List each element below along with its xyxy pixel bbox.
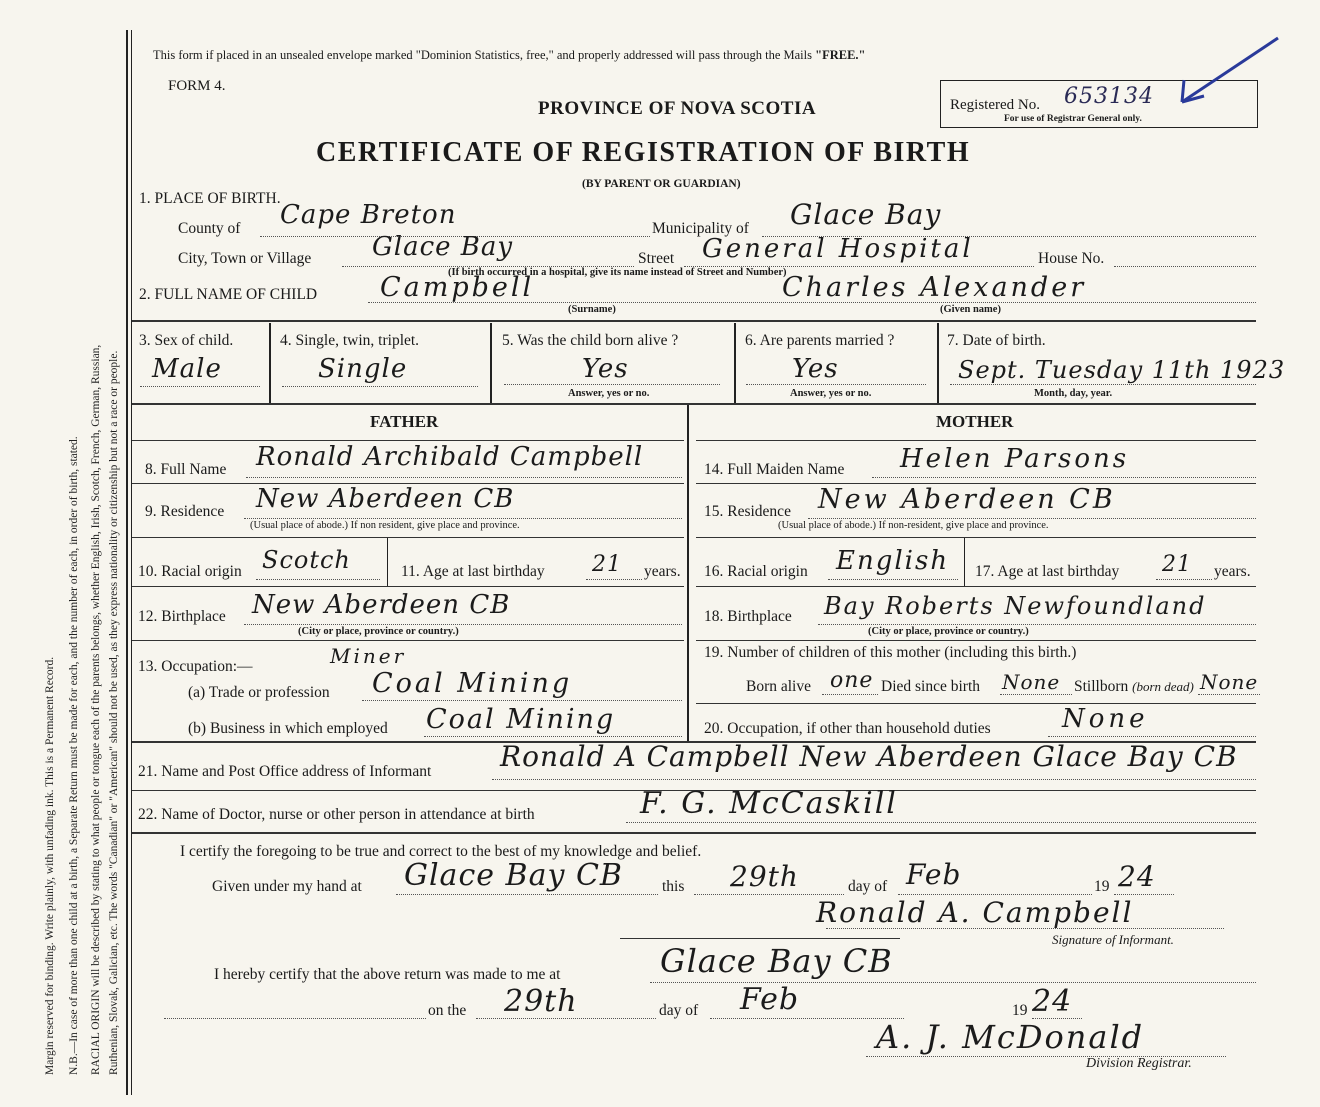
father-name-label: 8. Full Name <box>145 461 227 478</box>
mother-residence-value: New Aberdeen CB <box>818 484 1116 515</box>
city-label: City, Town or Village <box>178 250 312 267</box>
born-alive-value: Yes <box>582 354 629 384</box>
registrar-day-value: 29th <box>504 984 578 1019</box>
children-count-label: 19. Number of children of this mother (including this birth.) <box>704 644 1077 661</box>
mother-residence-label: 15. Residence <box>704 503 791 520</box>
surname-note: (Surname) <box>568 304 616 315</box>
child-surname-value: Campbell <box>380 272 535 303</box>
stillborn-label: Stillborn (born dead) <box>1074 678 1194 695</box>
child-name-label: 2. FULL NAME OF CHILD <box>139 286 318 303</box>
municipality-value: Glace Bay <box>790 198 942 231</box>
stillborn-value: None <box>1200 670 1259 694</box>
side-note-nb: N.B.—In case of more than one child at a birth, a Separate Return must be made for each, and the number of each, in order of birth, stated. <box>68 436 80 1075</box>
father-birthplace-value: New Aberdeen CB <box>252 590 511 620</box>
informant-signature-label: Signature of Informant. <box>1052 932 1174 947</box>
certificate-title: CERTIFICATE OF REGISTRATION OF BIRTH <box>316 137 971 168</box>
father-age-value: 21 <box>592 552 622 577</box>
child-given-name-value: Charles Alexander <box>782 272 1087 303</box>
father-racial-origin-value: Scotch <box>262 546 351 574</box>
street-value: General Hospital <box>702 234 974 264</box>
informant-label: 21. Name and Post Office address of Informant <box>138 763 432 780</box>
side-note-binding: Margin reserved for binding. Write plainly, with unfading ink. This is a Permanent Record. <box>44 656 56 1075</box>
mother-name-label: 14. Full Maiden Name <box>704 461 845 478</box>
sex-value: Male <box>152 354 222 384</box>
sex-label: 3. Sex of child. <box>139 332 234 349</box>
given-month-value: Feb <box>906 858 962 891</box>
given-year-prefix: 19 <box>1094 878 1110 895</box>
date-of-birth-label: 7. Date of birth. <box>947 332 1046 349</box>
father-occupation-value: Miner <box>330 644 407 668</box>
province-heading: PROVINCE OF NOVA SCOTIA <box>538 98 817 119</box>
street-label: Street <box>638 250 675 267</box>
given-day-of-label: day of <box>848 878 888 895</box>
given-name-note: (Given name) <box>940 304 1001 315</box>
died-since-birth-label: Died since birth <box>881 678 981 695</box>
mother-years-label: years. <box>1214 563 1251 580</box>
doctor-label: 22. Name of Doctor, nurse or other person in attendance at birth <box>138 806 535 823</box>
registrar-year-prefix: 19 <box>1012 1002 1028 1019</box>
house-number-label: House No. <box>1038 250 1105 267</box>
trade-value: Coal Mining <box>372 668 573 699</box>
hospital-note: (If birth occurred in a hospital, give its name instead of Street and Number) <box>448 267 787 278</box>
died-since-birth-value: None <box>1002 670 1061 694</box>
father-birthplace-note: (City or place, province or country.) <box>298 626 459 637</box>
mother-birthplace-note: (City or place, province or country.) <box>868 626 1029 637</box>
city-value: Glace Bay <box>372 232 514 262</box>
county-label: County of <box>178 220 241 237</box>
side-note-racial-2: Ruthenian, Slovak, Galician, etc. The words "Canadian" or "American" should not be used, as they express nationality or citizenship but not a race or people. <box>108 350 120 1075</box>
mother-birthplace-label: 18. Birthplace <box>704 608 792 625</box>
registrar-signature-label: Division Registrar. <box>1086 1056 1192 1071</box>
father-residence-note: (Usual place of abode.) If non resident, give place and province. <box>250 520 520 531</box>
born-alive-count-label: Born alive <box>746 678 811 695</box>
informant-signature: Ronald A. Campbell <box>816 896 1134 929</box>
this-label: this <box>662 878 685 895</box>
margin-rule-inner <box>131 30 132 1095</box>
registrar-year-value: 24 <box>1032 984 1073 1019</box>
mother-racial-origin-label: 16. Racial origin <box>704 563 808 580</box>
mother-age-label: 17. Age at last birthday <box>975 563 1120 580</box>
mother-occupation-label: 20. Occupation, if other than household duties <box>704 720 991 737</box>
side-note-racial-1: RACIAL ORIGIN will be described by stating to what people or tongue each of the parents belongs, whether English, Irish, Scotch, French, German, Russian, <box>90 344 102 1075</box>
place-of-birth-heading: 1. PLACE OF BIRTH. <box>139 190 281 207</box>
given-year-value: 24 <box>1118 860 1156 893</box>
mother-name-value: Helen Parsons <box>900 444 1130 474</box>
given-day-value: 29th <box>730 860 799 893</box>
parents-married-note: Answer, yes or no. <box>790 388 872 399</box>
father-years-label: years. <box>644 563 681 580</box>
mother-age-value: 21 <box>1162 552 1192 577</box>
registered-number: 653134 <box>1064 84 1154 109</box>
mother-racial-origin-value: English <box>836 546 950 576</box>
parents-married-value: Yes <box>792 354 839 384</box>
date-of-birth-note: Month, day, year. <box>1034 388 1113 399</box>
form-number: FORM 4. <box>168 78 226 94</box>
county-value: Cape Breton <box>280 200 457 230</box>
born-alive-note: Answer, yes or no. <box>568 388 650 399</box>
certificate-subtitle: (BY PARENT OR GUARDIAN) <box>582 178 741 190</box>
mother-occupation-value: None <box>1062 704 1149 734</box>
municipality-label: Municipality of <box>652 220 749 237</box>
informant-value: Ronald A Campbell New Aberdeen Glace Bay CB <box>500 740 1238 773</box>
registrar-note: For use of Registrar General only. <box>1004 114 1142 124</box>
plurality-label: 4. Single, twin, triplet. <box>280 332 420 349</box>
registrar-signature: A. J. McDonald <box>876 1018 1145 1056</box>
given-place-value: Glace Bay CB <box>404 858 623 893</box>
margin-rule <box>126 30 128 1095</box>
doctor-value: F. G. McCaskill <box>640 786 898 821</box>
mother-heading: MOTHER <box>936 412 1014 431</box>
certify-statement: I certify the foregoing to be true and correct to the best of my knowledge and belief. <box>180 843 702 860</box>
trade-label: (a) Trade or profession <box>188 684 330 701</box>
born-alive-count-value: one <box>830 668 874 693</box>
registrar-statement: I hereby certify that the above return was made to me at <box>214 966 561 983</box>
business-label: (b) Business in which employed <box>188 720 388 737</box>
father-residence-label: 9. Residence <box>145 503 225 520</box>
check-arrow-mark <box>1170 34 1285 110</box>
business-value: Coal Mining <box>426 704 616 735</box>
mother-birthplace-value: Bay Roberts Newfoundland <box>824 592 1207 620</box>
mother-residence-note: (Usual place of abode.) If non-resident, give place and province. <box>778 520 1049 531</box>
registrar-place-value: Glace Bay CB <box>660 942 893 980</box>
father-birthplace-label: 12. Birthplace <box>138 608 226 625</box>
father-occupation-label: 13. Occupation:— <box>138 658 253 675</box>
father-residence-value: New Aberdeen CB <box>256 484 515 514</box>
registrar-on-the-label: on the <box>428 1002 467 1019</box>
parents-married-label: 6. Are parents married ? <box>745 332 895 349</box>
given-under-hand-label: Given under my hand at <box>212 878 362 895</box>
born-alive-label: 5. Was the child born alive ? <box>502 332 679 349</box>
father-age-label: 11. Age at last birthday <box>401 563 545 580</box>
registrar-month-value: Feb <box>740 982 800 1017</box>
registrar-day-of-label: day of <box>659 1002 699 1019</box>
plurality-value: Single <box>318 354 408 384</box>
father-racial-origin-label: 10. Racial origin <box>138 563 242 580</box>
date-of-birth-value: Sept. Tuesday 11th 1923 <box>958 356 1286 384</box>
father-name-value: Ronald Archibald Campbell <box>256 442 644 472</box>
registered-label: Registered No. <box>950 97 1040 113</box>
mail-note: This form if placed in an unsealed envelope marked "Dominion Statistics, free," and properly addressed will pass through the Mails "FREE." <box>153 48 866 62</box>
father-heading: FATHER <box>370 412 439 431</box>
